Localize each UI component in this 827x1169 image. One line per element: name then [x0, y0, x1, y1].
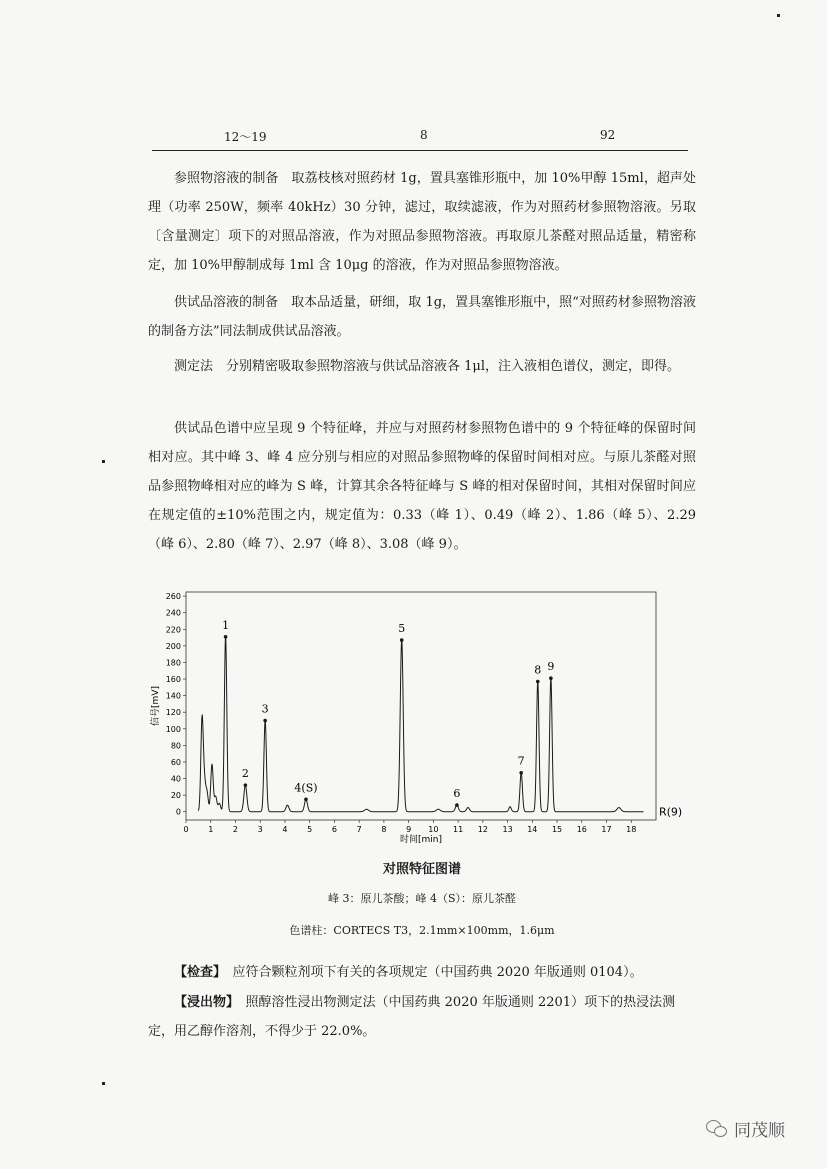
peak-marker-4(S): [304, 797, 308, 801]
y-tick-label: 160: [165, 675, 181, 685]
x-tick-label: 12: [477, 825, 488, 834]
y-tick-label: 120: [165, 708, 181, 718]
y-tick-label: 40: [170, 774, 181, 784]
page-header: [152, 126, 688, 151]
peak-label-6: 6: [453, 787, 461, 801]
y-tick-label: 100: [165, 724, 181, 734]
x-tick-label: 5: [307, 825, 313, 834]
x-tick-label: 3: [257, 825, 263, 834]
y-tick-label: 220: [165, 625, 181, 635]
x-tick-label: 8: [381, 825, 387, 834]
section-inspect: [148, 958, 696, 987]
x-tick-label: 0: [183, 825, 189, 834]
paragraph-body: 供试品色谱中应呈现 9 个特征峰，并应与对照药材参照物色谱中的 9 个特征峰的保留时间相对应。其中峰 3、峰 4 应分别与相应的对照品参照物峰的保留时间相对应。与原儿茶醛对照品参照物峰相对应的峰为 S 峰，计算其余各特征峰与 S 峰的相对保留时间，其相对保留时间应在规定值的±10%范围之内，规定值为：0.33（峰 1）、0.49（峰 2）、1.86（峰 5）、2.29（峰 6）、2.80（峰 7）、2.97（峰 8）、3.08（峰 9）。: [148, 421, 696, 552]
x-tick-label: 10: [428, 825, 439, 834]
x-tick-label: 14: [527, 825, 538, 834]
y-tick-label: 0: [175, 807, 181, 817]
peak-label-2: 2: [241, 767, 249, 781]
scan-mark: [777, 14, 780, 17]
peak-marker-2: [244, 783, 248, 787]
section-label: 【浸出物】: [174, 995, 233, 1010]
peak-marker-7: [519, 771, 523, 775]
header-right: 92: [600, 128, 616, 142]
y-tick-label: 260: [165, 592, 181, 602]
x-tick-label: 11: [453, 825, 464, 834]
x-axis-label: 时间[min]: [400, 835, 442, 843]
x-tick-label: 13: [502, 825, 513, 834]
y-axis-label: 信号[mV]: [151, 686, 161, 726]
paragraph-head: 供试品溶液的制备: [174, 295, 279, 310]
y-tick-label: 240: [165, 608, 181, 618]
peak-marker-3: [263, 719, 267, 723]
peak-label-7: 7: [517, 754, 525, 768]
y-tick-label: 140: [165, 691, 181, 701]
paragraph-body: 分别精密吸取参照物溶液与供试品溶液各 1μl，注入液相色谱仪，测定，即得。: [213, 359, 681, 374]
peak-marker-8: [536, 680, 540, 684]
x-tick-label: 9: [406, 825, 412, 834]
column-note: 色谱柱：CORTECS T3，2.1mm×100mm，1.6μm: [289, 924, 555, 937]
watermark: [706, 1116, 785, 1141]
trace-end-label: R(9): [659, 805, 683, 819]
paragraph-criteria: [148, 414, 696, 559]
chart-title: 对照特征图谱: [382, 862, 461, 877]
scan-mark: [102, 1082, 105, 1085]
plot-frame: [186, 592, 656, 820]
watermark-text: 同茂顺: [734, 1121, 785, 1141]
header-page-number: 8: [420, 128, 428, 142]
y-tick-label: 200: [165, 641, 181, 651]
peak-label-1: 1: [222, 618, 230, 632]
chromatogram-trace: [198, 637, 643, 812]
y-tick-label: 180: [165, 658, 181, 668]
y-tick-label: 20: [170, 791, 181, 801]
section-extract: [148, 988, 696, 1046]
section-body: 照醇溶性浸出物测定法（中国药典 2020 年版通则 2201）项下的热浸法测定，用乙醇作溶剂，不得少于 22.0%。: [148, 995, 676, 1039]
peak-label-4(S): 4(S): [294, 781, 318, 795]
header-left: 12～19: [224, 130, 267, 144]
scan-mark: [102, 460, 105, 463]
peak-marks: [222, 619, 554, 807]
paragraph-head: 测定法: [174, 359, 214, 374]
x-tick-label: 17: [601, 825, 612, 834]
chromatogram-svg: [148, 588, 693, 843]
x-tick-label: 1: [208, 825, 214, 834]
section-label: 【检查】: [174, 965, 220, 980]
paragraph-body: 取本品适量，研细，取 1g，置具塞锥形瓶中，照“对照药材参照物溶液的制备方法”同法制成供试品溶液。: [148, 295, 696, 339]
x-tick-label: 15: [551, 825, 563, 834]
x-tick-label: 6: [331, 825, 337, 834]
peak-marker-6: [455, 803, 459, 807]
peak-label-9: 9: [547, 660, 555, 674]
peak-note: 峰 3：原儿茶酸；峰 4（S）：原儿茶醛: [327, 892, 517, 905]
chromatogram-chart: [148, 588, 693, 843]
paragraph-reference-solution: [148, 164, 696, 280]
y-tick-label: 80: [170, 741, 181, 751]
paragraph-body: 取荔枝核对照药材 1g，置具塞锥形瓶中，加 10%甲醇 15ml，超声处理（功率 250W，频率 40kHz）30 分钟，滤过，取续滤液，作为对照药材参照物溶液。另取〔含量测定〕项下的对照品溶液，作为对照品参照物溶液。再取原儿茶醛对照品适量，精密称定，加 10%甲醇制成每 1ml 含 10μg 的溶液，作为对照品参照物溶液。: [148, 171, 696, 273]
chart-axes: [166, 592, 656, 834]
x-tick-label: 7: [356, 825, 362, 834]
peak-marker-9: [549, 676, 553, 680]
x-tick-label: 4: [282, 825, 288, 834]
peak-label-3: 3: [261, 702, 269, 716]
peak-label-5: 5: [398, 622, 406, 636]
section-body: 应符合颗粒剂项下有关的各项规定（中国药典 2020 年版通则 0104）。: [219, 965, 643, 980]
peak-marker-1: [224, 635, 228, 639]
paragraph-method: [148, 352, 696, 381]
y-tick-label: 60: [170, 757, 181, 767]
x-tick-label: 2: [232, 825, 239, 834]
x-tick-label: 16: [576, 825, 587, 834]
paragraph-test-solution: [148, 288, 696, 346]
wechat-icon: [706, 1120, 728, 1138]
peak-marker-5: [400, 638, 404, 642]
paragraph-head: 参照物溶液的制备: [174, 171, 279, 186]
peak-label-8: 8: [534, 663, 542, 677]
x-tick-label: 18: [626, 825, 637, 834]
